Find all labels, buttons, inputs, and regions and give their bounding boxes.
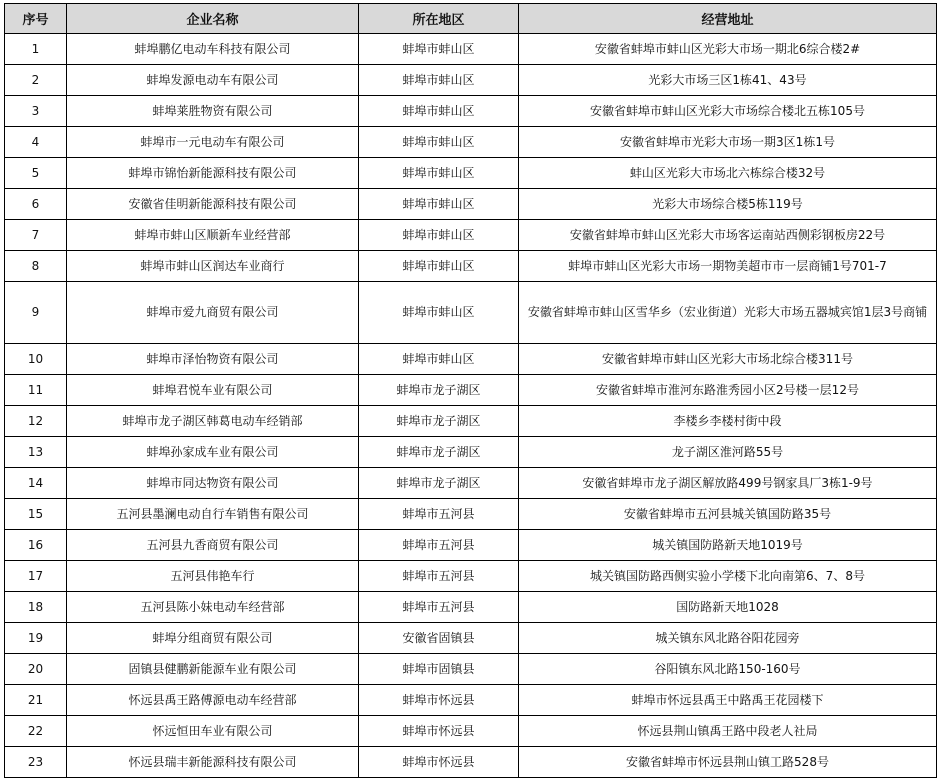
table-row xyxy=(5,127,937,158)
address: 城关镇国防路西侧实验小学楼下北向南第6、7、8号 xyxy=(519,561,937,592)
address: 安徽省蚌埠市蚌山区光彩大市场北综合楼311号 xyxy=(519,344,937,375)
row-index: 11 xyxy=(5,375,67,406)
row-index: 15 xyxy=(5,499,67,530)
row-index: 9 xyxy=(5,282,67,344)
address: 蚌山区光彩大市场北六栋综合楼32号 xyxy=(519,158,937,189)
region: 蚌埠市五河县 xyxy=(359,499,519,530)
row-index: 16 xyxy=(5,530,67,561)
region: 蚌埠市怀远县 xyxy=(359,716,519,747)
table-row xyxy=(5,623,937,654)
table-row xyxy=(5,34,937,65)
row-index: 4 xyxy=(5,127,67,158)
company-name: 蚌埠发源电动车有限公司 xyxy=(67,65,359,96)
row-index: 6 xyxy=(5,189,67,220)
table-row xyxy=(5,561,937,592)
table-row xyxy=(5,375,937,406)
row-index: 13 xyxy=(5,437,67,468)
header-address: 经营地址 xyxy=(519,4,937,34)
company-name: 五河县陈小妹电动车经营部 xyxy=(67,592,359,623)
enterprise-table xyxy=(4,3,937,778)
header-region: 所在地区 xyxy=(359,4,519,34)
region: 蚌埠市五河县 xyxy=(359,561,519,592)
address: 安徽省蚌埠市蚌山区光彩大市场一期北6综合楼2# xyxy=(519,34,937,65)
row-index: 1 xyxy=(5,34,67,65)
company-name: 蚌埠分组商贸有限公司 xyxy=(67,623,359,654)
address: 安徽省蚌埠市蚌山区光彩大市场客运南站西侧彩钢板房22号 xyxy=(519,220,937,251)
row-index: 20 xyxy=(5,654,67,685)
address: 城关镇东风北路谷阳花园旁 xyxy=(519,623,937,654)
company-name: 蚌埠市蚌山区润达车业商行 xyxy=(67,251,359,282)
region: 蚌埠市蚌山区 xyxy=(359,220,519,251)
region: 蚌埠市蚌山区 xyxy=(359,189,519,220)
table-row xyxy=(5,654,937,685)
table-row xyxy=(5,716,937,747)
region: 蚌埠市蚌山区 xyxy=(359,251,519,282)
region: 蚌埠市怀远县 xyxy=(359,685,519,716)
region: 蚌埠市蚌山区 xyxy=(359,34,519,65)
table-header-row xyxy=(5,4,937,34)
region: 蚌埠市龙子湖区 xyxy=(359,375,519,406)
company-name: 蚌埠莱胜物资有限公司 xyxy=(67,96,359,127)
company-name: 蚌埠孙家成车业有限公司 xyxy=(67,437,359,468)
table-body xyxy=(5,34,937,778)
address: 光彩大市场三区1栋41、43号 xyxy=(519,65,937,96)
table-row xyxy=(5,468,937,499)
address: 安徽省蚌埠市龙子湖区解放路499号钢家具厂3栋1-9号 xyxy=(519,468,937,499)
address: 蚌埠市怀远县禹王中路禹王花园楼下 xyxy=(519,685,937,716)
row-index: 8 xyxy=(5,251,67,282)
table-row xyxy=(5,65,937,96)
region: 蚌埠市龙子湖区 xyxy=(359,437,519,468)
table-row xyxy=(5,499,937,530)
address: 怀远县荆山镇禹王路中段老人社局 xyxy=(519,716,937,747)
region: 蚌埠市蚌山区 xyxy=(359,127,519,158)
row-index: 23 xyxy=(5,747,67,778)
company-name: 五河县九香商贸有限公司 xyxy=(67,530,359,561)
table-row xyxy=(5,406,937,437)
region: 蚌埠市蚌山区 xyxy=(359,282,519,344)
table-row xyxy=(5,282,937,344)
address: 国防路新天地1028 xyxy=(519,592,937,623)
header-index: 序号 xyxy=(5,4,67,34)
company-name: 怀远县瑞丰新能源科技有限公司 xyxy=(67,747,359,778)
table-row xyxy=(5,437,937,468)
company-name: 固镇县健鹏新能源车业有限公司 xyxy=(67,654,359,685)
company-name: 怀远恒田车业有限公司 xyxy=(67,716,359,747)
address: 城关镇国防路新天地1019号 xyxy=(519,530,937,561)
row-index: 14 xyxy=(5,468,67,499)
table-row xyxy=(5,96,937,127)
row-index: 3 xyxy=(5,96,67,127)
region: 蚌埠市怀远县 xyxy=(359,747,519,778)
address: 龙子湖区淮河路55号 xyxy=(519,437,937,468)
address: 安徽省蚌埠市怀远县荆山镇工路528号 xyxy=(519,747,937,778)
company-name: 蚌埠市龙子湖区韩葛电动车经销部 xyxy=(67,406,359,437)
company-name: 怀远县禹王路傅源电动车经营部 xyxy=(67,685,359,716)
company-name: 五河县伟艳车行 xyxy=(67,561,359,592)
address: 蚌埠市蚌山区光彩大市场一期物美超市市一层商铺1号701-7 xyxy=(519,251,937,282)
table-row xyxy=(5,747,937,778)
region: 蚌埠市蚌山区 xyxy=(359,65,519,96)
row-index: 10 xyxy=(5,344,67,375)
company-name: 五河县墨澜电动自行车销售有限公司 xyxy=(67,499,359,530)
region: 蚌埠市五河县 xyxy=(359,530,519,561)
region: 蚌埠市龙子湖区 xyxy=(359,406,519,437)
company-name: 蚌埠市蚌山区顺新车业经营部 xyxy=(67,220,359,251)
company-name: 蚌埠君悦车业有限公司 xyxy=(67,375,359,406)
table-row xyxy=(5,251,937,282)
row-index: 17 xyxy=(5,561,67,592)
company-name: 蚌埠市一元电动车有限公司 xyxy=(67,127,359,158)
address: 安徽省蚌埠市蚌山区光彩大市场综合楼北五栋105号 xyxy=(519,96,937,127)
company-name: 蚌埠鹏亿电动车科技有限公司 xyxy=(67,34,359,65)
region: 蚌埠市蚌山区 xyxy=(359,158,519,189)
row-index: 18 xyxy=(5,592,67,623)
table-row xyxy=(5,189,937,220)
region: 安徽省固镇县 xyxy=(359,623,519,654)
region: 蚌埠市五河县 xyxy=(359,592,519,623)
row-index: 7 xyxy=(5,220,67,251)
table-row xyxy=(5,220,937,251)
region: 蚌埠市蚌山区 xyxy=(359,344,519,375)
company-name: 蚌埠市爱九商贸有限公司 xyxy=(67,282,359,344)
address: 安徽省蚌埠市淮河东路淮秀园小区2号楼一层12号 xyxy=(519,375,937,406)
address: 谷阳镇东风北路150-160号 xyxy=(519,654,937,685)
address: 光彩大市场综合楼5栋119号 xyxy=(519,189,937,220)
region: 蚌埠市固镇县 xyxy=(359,654,519,685)
table-row xyxy=(5,685,937,716)
row-index: 12 xyxy=(5,406,67,437)
table-row xyxy=(5,344,937,375)
address: 李楼乡李楼村街中段 xyxy=(519,406,937,437)
row-index: 19 xyxy=(5,623,67,654)
row-index: 22 xyxy=(5,716,67,747)
region: 蚌埠市蚌山区 xyxy=(359,96,519,127)
company-name: 安徽省佳明新能源科技有限公司 xyxy=(67,189,359,220)
company-name: 蚌埠市泽怡物资有限公司 xyxy=(67,344,359,375)
table-row xyxy=(5,592,937,623)
row-index: 2 xyxy=(5,65,67,96)
table-row xyxy=(5,530,937,561)
company-name: 蚌埠市锦怡新能源科技有限公司 xyxy=(67,158,359,189)
row-index: 21 xyxy=(5,685,67,716)
table-row xyxy=(5,158,937,189)
company-name: 蚌埠市同达物资有限公司 xyxy=(67,468,359,499)
address: 安徽省蚌埠市光彩大市场一期3区1栋1号 xyxy=(519,127,937,158)
address: 安徽省蚌埠市蚌山区雪华乡（宏业街道）光彩大市场五器城宾馆1层3号商铺 xyxy=(519,282,937,344)
header-company-name: 企业名称 xyxy=(67,4,359,34)
address: 安徽省蚌埠市五河县城关镇国防路35号 xyxy=(519,499,937,530)
region: 蚌埠市龙子湖区 xyxy=(359,468,519,499)
row-index: 5 xyxy=(5,158,67,189)
